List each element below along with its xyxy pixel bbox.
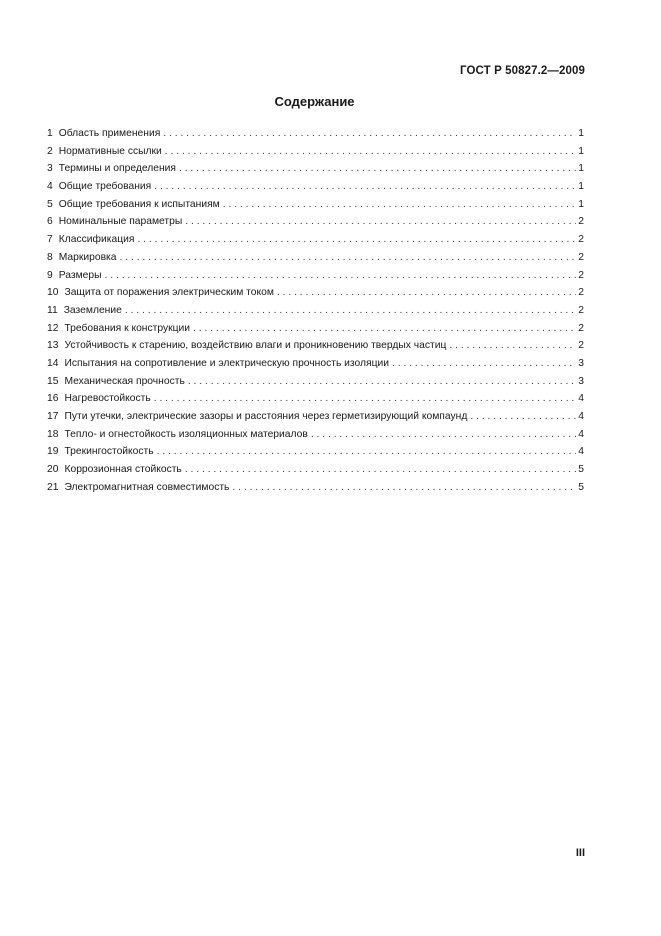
toc-entry-title: Защита от поражения электрическим током [64,287,274,299]
toc-entry-title: Нагревостойкость [64,393,151,405]
toc-entry-page: 2 [578,322,584,334]
toc-entry[interactable] [47,443,584,461]
toc-entry[interactable] [47,267,584,285]
toc-entry-title: Нормативные ссылки [58,145,162,157]
toc-entry-number: 19 [47,446,59,458]
toc-entry[interactable] [47,355,584,373]
toc-dot-leader [232,479,576,497]
toc-entry-number: 20 [47,464,59,476]
page-number: III [575,847,585,859]
toc-entry-number: 5 [47,198,53,210]
toc-dot-leader [311,426,576,444]
toc-dot-leader [154,178,576,196]
toc-entry[interactable] [47,408,584,426]
toc-dot-leader [163,125,576,143]
toc-dot-leader [392,355,576,373]
toc-entry-title: Заземление [63,304,122,316]
toc-entry-title: Маркировка [58,251,117,263]
toc-entry-number: 8 [47,251,53,263]
toc-entry-number: 13 [47,340,59,352]
toc-entry-page: 2 [578,269,584,281]
toc-entry-number: 9 [47,269,53,281]
toc-dot-leader [165,143,576,161]
toc-entry-page: 2 [578,287,584,299]
toc-entry-page: 1 [578,145,584,157]
toc-entry-title: Общие требования к испытаниям [58,198,220,210]
toc-entry-number: 15 [47,375,59,387]
toc-entry-number: 14 [47,357,59,369]
toc-entry[interactable] [47,461,584,479]
toc-dot-leader [125,302,576,320]
toc-entry-page: 1 [578,181,584,193]
toc-dot-leader [105,267,576,285]
toc-entry[interactable] [47,479,584,497]
toc-entry-page: 4 [578,411,584,422]
toc-entry-number: 18 [47,428,59,440]
toc-entry-title: Классификация [58,234,135,246]
toc-dot-leader [157,443,576,461]
toc-entry[interactable] [47,390,584,408]
toc-entry-page: 4 [578,428,584,440]
toc-dot-leader [449,337,576,355]
toc-entry-number: 6 [47,216,53,228]
toc-dot-leader [179,160,576,178]
toc-entry-page: 3 [578,375,584,387]
toc-entry[interactable] [47,160,584,178]
toc-entry-page: 3 [578,357,584,369]
toc-entry[interactable] [47,143,584,161]
toc-entry-number: 4 [47,181,53,193]
toc-entry[interactable] [47,302,584,320]
toc-dot-leader [185,213,576,231]
toc-title: Содержание [274,94,355,109]
toc-dot-leader [120,249,576,267]
toc-entry[interactable] [47,320,584,338]
toc-entry-title: Механическая прочность [64,375,185,387]
toc-entry[interactable] [47,426,584,444]
toc-entry-page: 5 [578,464,584,476]
toc-entry-title: Область применения [58,128,161,139]
toc-entry-number: 21 [47,481,59,493]
toc-entry-title: Пути утечки, электрические зазоры и расстояния через герметизирующий компаунд [64,411,468,422]
toc-dot-leader [137,231,576,249]
toc-dot-leader [154,390,576,408]
toc-entry[interactable] [47,125,584,143]
toc-entry-page: 4 [578,393,584,405]
toc-entry-page: 1 [578,128,584,139]
toc-entry-title: Общие требования [58,181,152,193]
toc-entry-page: 2 [578,216,584,228]
toc-entry-title: Электромагнитная совместимость [64,481,230,493]
toc-entry-number: 16 [47,393,59,405]
toc-entry-number: 3 [47,163,53,175]
toc-entry-number: 17 [47,411,59,422]
toc-entry-number: 7 [47,234,53,246]
toc-entry-number: 11 [47,304,58,316]
toc-entry[interactable] [47,249,584,267]
toc-entry[interactable] [47,178,584,196]
toc-entry-title: Коррозионная стойкость [64,464,182,476]
toc-list [47,125,584,496]
toc-entry-page: 2 [578,304,584,316]
toc-dot-leader [223,196,576,214]
toc-dot-leader [185,461,576,479]
toc-entry-number: 2 [47,145,53,157]
toc-entry-page: 2 [578,251,584,263]
toc-entry[interactable] [47,337,584,355]
toc-dot-leader [188,373,576,391]
toc-entry-title: Размеры [58,269,102,281]
toc-entry-title: Трекингостойкость [64,446,154,458]
toc-entry[interactable] [47,196,584,214]
toc-entry-number: 1 [47,128,53,139]
toc-entry-title: Термины и определения [58,163,176,175]
toc-entry-title: Требования к конструкции [64,322,191,334]
toc-entry-title: Испытания на сопротивление и электрическую прочность изоляции [64,357,390,369]
toc-entry[interactable] [47,231,584,249]
toc-entry[interactable] [47,373,584,391]
toc-entry-page: 4 [578,446,584,458]
toc-entry-page: 1 [578,198,584,210]
toc-dot-leader [193,320,576,338]
toc-entry-number: 10 [47,287,59,299]
toc-entry-page: 1 [578,163,584,175]
toc-entry-number: 12 [47,322,59,334]
standard-code: ГОСТ Р 50827.2—2009 [460,65,585,77]
toc-entry-title: Устойчивость к старению, воздействию влаги и проникновению твердых частиц [64,340,447,352]
toc-dot-leader [277,284,576,302]
toc-entry[interactable] [47,284,584,302]
toc-entry-title: Тепло- и огнестойкость изоляционных материалов [64,428,308,440]
toc-dot-leader [470,408,576,426]
toc-entry-title: Номинальные параметры [58,216,183,228]
toc-entry[interactable] [47,213,584,231]
toc-entry-page: 2 [578,340,584,352]
toc-entry-page: 2 [578,234,584,246]
toc-entry-page: 5 [578,481,584,493]
